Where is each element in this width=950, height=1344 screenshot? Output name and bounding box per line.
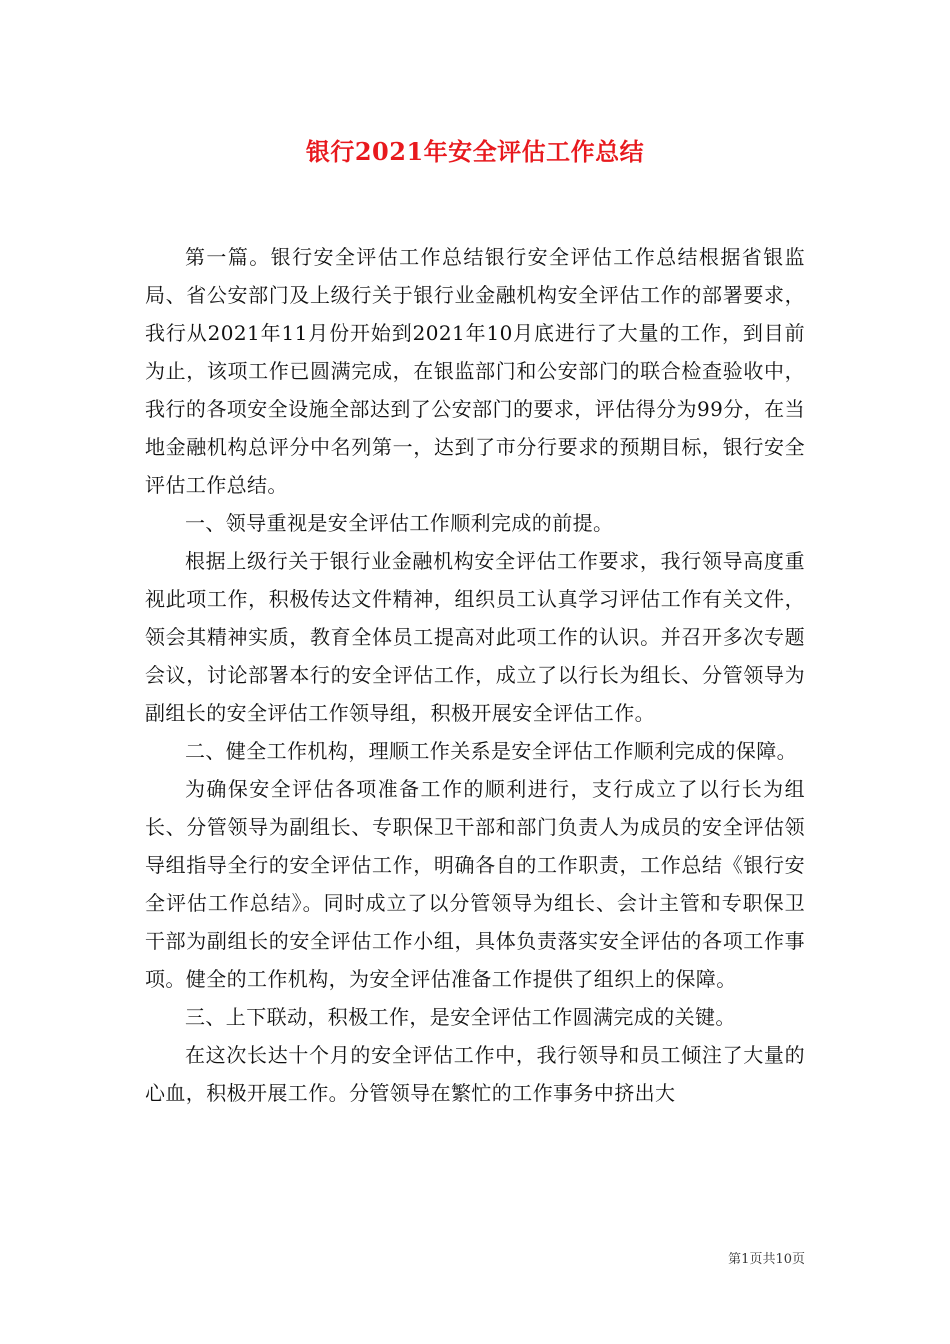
section-heading-2: 二、健全工作机构，理顺工作关系是安全评估工作顺利完成的保障。 (185, 739, 797, 763)
document-body (145, 238, 805, 1112)
paragraph-2: 为确保安全评估各项准备工作的顺利进行，支行成立了以行长为组长、分管领导为副组长、专职保卫干部和部门负责人为成员的安全评估领导组指导全行的安全评估工作，明确各自的工作职责，工作总结《银行安全评估工作总结》。同时成立了以分管领导为组长、会计主管和专职保卫干部为副组长的安全评估工作小组，具体负责落实安全评估的各项工作事项。健全的工作机构，为安全评估准备工作提供了组织上的保障。 (145, 777, 805, 991)
paragraph-intro: 第一篇。银行安全评估工作总结银行安全评估工作总结根据省银监局、省公安部门及上级行关于银行业金融机构安全评估工作的部署要求，我行从2021年11月份开始到2021年10月底进行了大量的工作，到目前为止，该项工作已圆满完成，在银监部门和公安部门的联合检查验收中，我行的各项安全设施全部达到了公安部门的要求，评估得分为99分，在当地金融机构总评分中名列第一，达到了市分行要求的预期目标，银行安全评估工作总结。 (145, 245, 805, 497)
paragraph-1: 根据上级行关于银行业金融机构安全评估工作要求，我行领导高度重视此项工作，积极传达文件精神，组织员工认真学习评估工作有关文件，领会其精神实质，教育全体员工提高对此项工作的认识。并召开多次专题会议，讨论部署本行的安全评估工作，成立了以行长为组长、分管领导为副组长的安全评估工作领导组，积极开展安全评估工作。 (145, 549, 805, 725)
section-heading-1: 一、领导重视是安全评估工作顺利完成的前提。 (185, 511, 614, 535)
page-number: 第1页共10页 (728, 1252, 805, 1267)
document-title: 银行2021年安全评估工作总结 (305, 137, 645, 166)
paragraph-3: 在这次长达十个月的安全评估工作中，我行领导和员工倾注了大量的心血，积极开展工作。分管领导在繁忙的工作事务中挤出大 (145, 1043, 805, 1105)
section-heading-3: 三、上下联动，积极工作，是安全评估工作圆满完成的关键。 (185, 1005, 736, 1029)
